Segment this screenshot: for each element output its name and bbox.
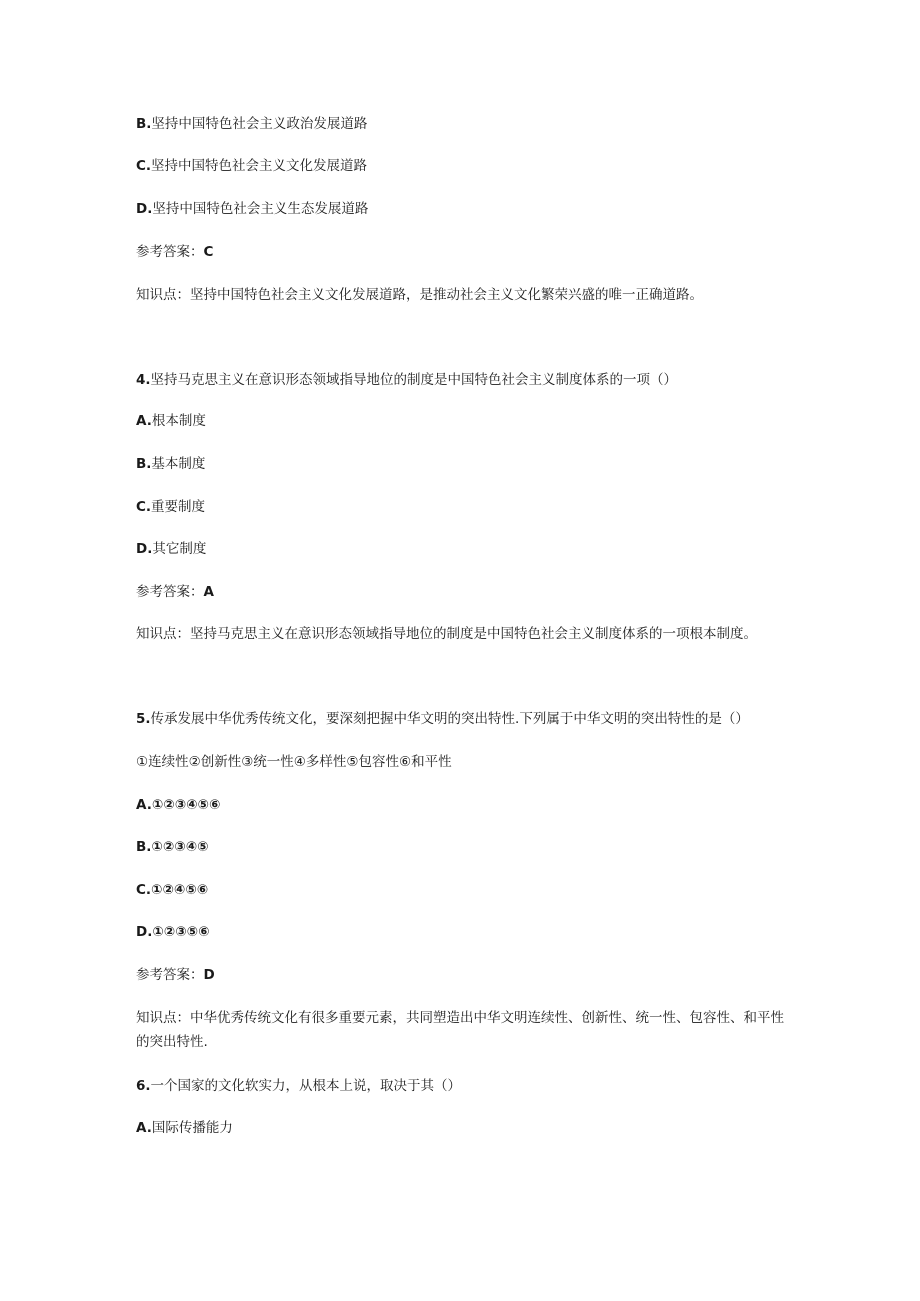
question-text: 传承发展中华优秀传统文化，要深刻把握中华文明的突出特性.下列属于中华文明的突出特性的是（） [150,711,749,727]
q5-option-b [136,837,209,857]
option-letter: D. [136,924,153,940]
option-letter: B. [136,839,152,855]
option-letter: A. [136,413,152,429]
option-text: ①②③④⑤⑥ [151,797,221,813]
q5-question [136,709,749,729]
question-number: 4. [136,372,151,388]
q5-option-a [136,795,220,815]
q5-option-d [136,922,210,942]
option-letter: D. [136,201,153,217]
option-text: 国际传播能力 [151,1120,233,1136]
q5-knowledge: 知识点：中华优秀传统文化有很多重要元素，共同塑造出中华文明连续性、创新性、统一性、包容性、和平性的突出特性. [136,1010,784,1050]
answer-value: A [203,584,214,600]
q4-option-a [136,411,206,431]
answer-label: 参考答案： [136,584,204,600]
q3-option-d [136,199,368,219]
option-letter: B. [136,456,152,472]
option-text: 坚持中国特色社会主义文化发展道路 [151,158,368,174]
option-text: ①②③⑤⑥ [152,924,210,940]
option-text: 坚持中国特色社会主义政治发展道路 [151,116,368,132]
answer-value: D [203,967,215,983]
option-text: 基本制度 [151,456,206,472]
q6-option-a [136,1118,233,1138]
question-number: 5. [136,711,151,727]
option-letter: D. [136,541,153,557]
q3-option-c [136,156,367,176]
q3-knowledge: 知识点：坚持中国特色社会主义文化发展道路，是推动社会主义文化繁荣兴盛的唯一正确道路。 [136,287,703,303]
question-text: 一个国家的文化软实力，从根本上说，取决于其（） [150,1078,462,1094]
q3-answer [136,242,213,262]
option-text: 重要制度 [151,499,206,515]
q6-question [136,1076,461,1096]
q3-option-b [136,114,367,134]
option-text: 根本制度 [151,413,206,429]
option-letter: C. [136,158,152,174]
option-letter: A. [136,1120,152,1136]
question-number: 6. [136,1078,151,1094]
option-text: 坚持中国特色社会主义生态发展道路 [152,201,369,217]
option-letter: C. [136,499,152,515]
answer-label: 参考答案： [136,967,204,983]
option-text: ①②④⑤⑥ [151,882,209,898]
q4-option-c [136,497,205,517]
q5-option-c [136,880,208,900]
q4-question [136,370,677,390]
option-text: ①②③④⑤ [151,839,209,855]
q5-items: ①连续性②创新性③统一性④多样性⑤包容性⑥和平性 [136,754,452,770]
answer-label: 参考答案： [136,244,204,260]
q4-option-d [136,539,206,559]
q4-knowledge: 知识点：坚持马克思主义在意识形态领域指导地位的制度是中国特色社会主义制度体系的一项根本制度。 [136,626,757,642]
answer-value: C [203,244,214,260]
option-text: 其它制度 [152,541,207,557]
q5-answer [136,965,215,985]
q4-option-b [136,454,205,474]
option-letter: B. [136,116,152,132]
option-letter: A. [136,797,152,813]
q4-answer [136,582,214,602]
option-letter: C. [136,882,152,898]
question-text: 坚持马克思主义在意识形态领域指导地位的制度是中国特色社会主义制度体系的一项（） [150,372,678,388]
